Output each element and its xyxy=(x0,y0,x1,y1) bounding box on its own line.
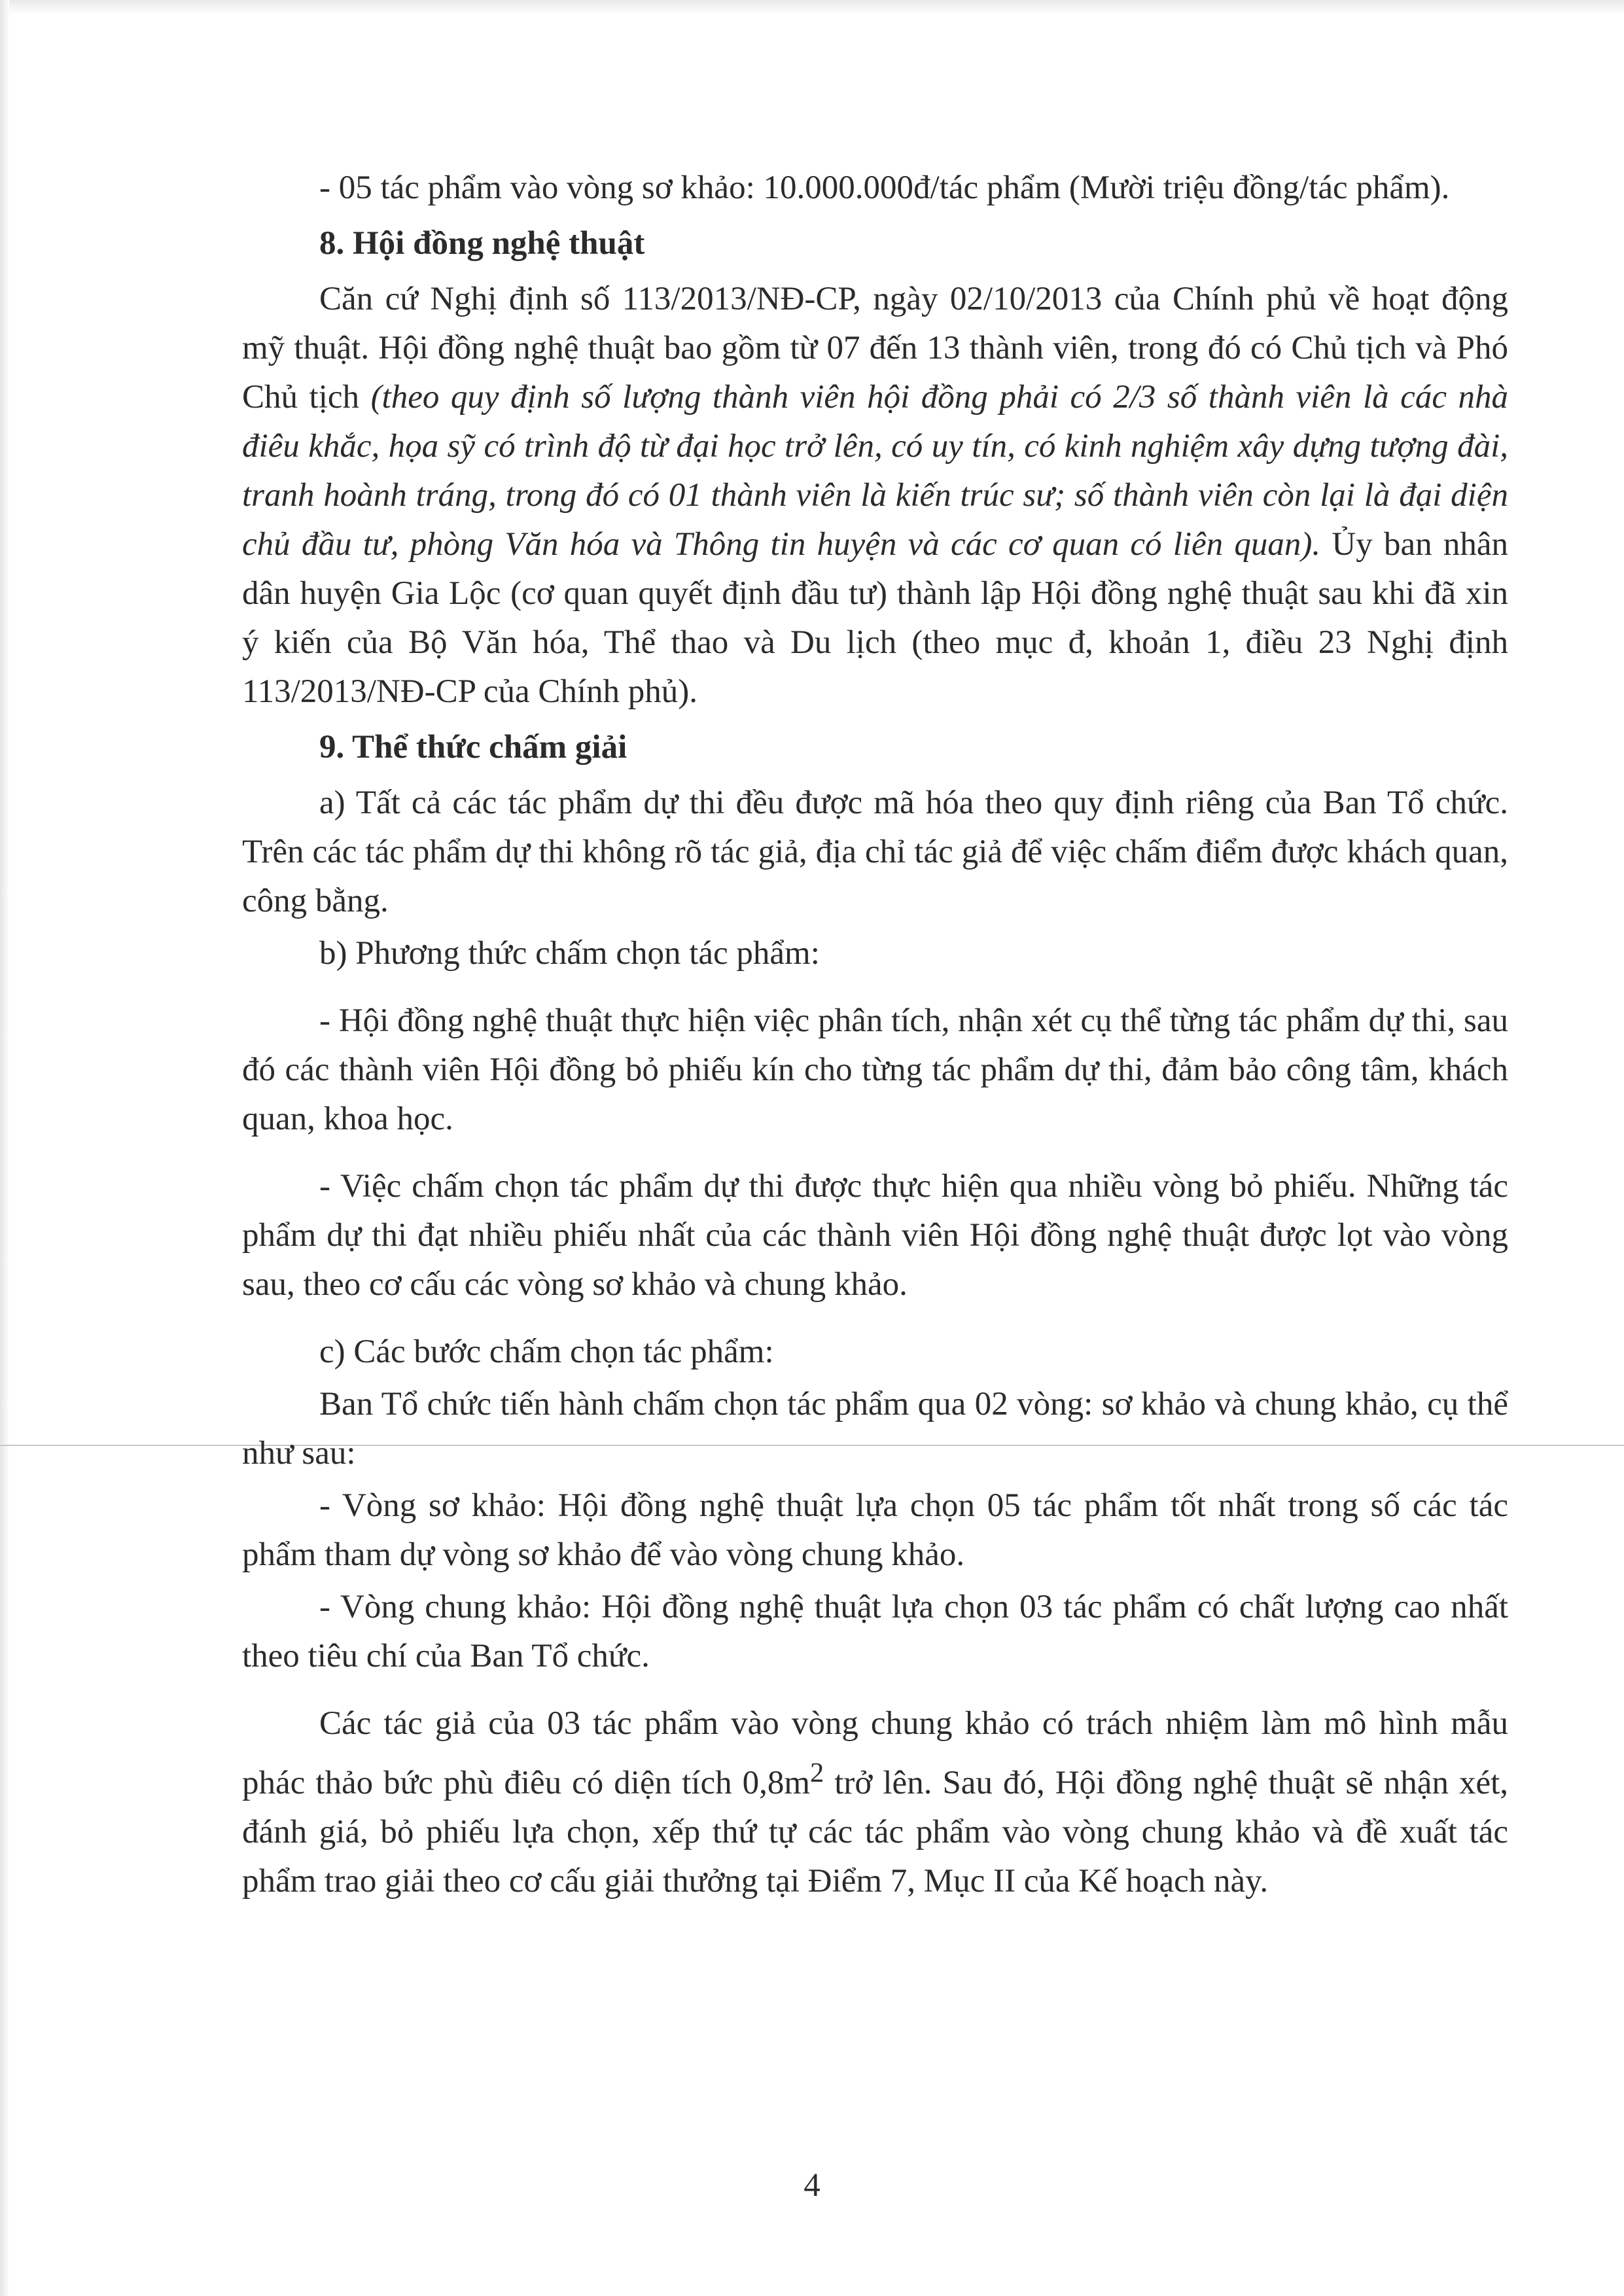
final-text-end: trở lên. Sau đó, Hội đồng nghệ thuật sẽ nhận xét, đánh giá, bỏ phiếu lựa chọn, xếp thứ tự các tác phẩm vào vòng chung khảo và đề xuất tác phẩm trao giải theo cơ cấu giải thưởng tại Điểm 7, Mục II của Kế hoạch này. xyxy=(242,1765,1508,1899)
final-superscript: 2 xyxy=(810,1757,824,1788)
final-text-start: Các tác giả của 03 tác phẩm vào vòng chung khảo có trách nhiệm làm mô hình mẫu phác thảo bức phù điêu có diện tích 0,8m xyxy=(242,1705,1508,1801)
section-9-item-c1: - Vòng sơ khảo: Hội đồng nghệ thuật lựa chọn 05 tác phẩm tốt nhất trong số các tác phẩm tham dự vòng sơ khảo để vào vòng chung khảo. xyxy=(242,1487,1508,1573)
section-9-item-a: a) Tất cả các tác phẩm dự thi đều được mã hóa theo quy định riêng của Ban Tổ chức. Trên các tác phẩm dự thi không rõ tác giả, địa chỉ tác giả để việc chấm điểm được khách quan, công bằng. xyxy=(242,785,1508,919)
section-9-item-b1: - Hội đồng nghệ thuật thực hiện việc phân tích, nhận xét cụ thể từng tác phẩm dự thi, sau đó các thành viên Hội đồng bỏ phiếu kín cho từng tác phẩm dự thi, đảm bảo công tâm, khách quan, khoa học. xyxy=(242,1002,1508,1137)
prize-line: - 05 tác phẩm vào vòng sơ khảo: 10.000.000đ/tác phẩm (Mười triệu đồng/tác phẩm). xyxy=(319,169,1450,206)
section-9-heading: 9. Thể thức chấm giải xyxy=(319,729,627,766)
section-9-final-paragraph xyxy=(242,1699,1508,1906)
section-8-italic-note: (theo quy định số lượng thành viên hội đồng phải có 2/3 số thành viên là các nhà điêu khắc, họa sỹ có trình độ từ đại học trở lên, có uy tín, có kinh nghiệm xây dựng tượng đài, tranh hoành tráng, trong đó có 01 thành viên là kiến trúc sư; số thành viên còn lại là đại diện chủ đầu tư, phòng Văn hóa và Thông tin huyện và các cơ quan có liên quan). xyxy=(242,379,1508,563)
section-8-text-end: Ủy ban nhân dân huyện Gia Lộc (cơ quan quyết định đầu tư) thành lập Hội đồng nghệ thuật sau khi đã xin ý kiến của Bộ Văn hóa, Thể thao và Du lịch (theo mục đ, khoản 1, điều 23 Nghị định 113/2013/NĐ-CP của Chính phủ). xyxy=(242,526,1508,710)
section-8-paragraph xyxy=(242,275,1508,716)
page-number: 4 xyxy=(803,2167,821,2204)
section-9-item-c0: Ban Tổ chức tiến hành chấm chọn tác phẩm qua 02 vòng: sơ khảo và chung khảo, cụ thể như sau: xyxy=(242,1386,1508,1472)
scan-top-edge xyxy=(0,0,1624,14)
scan-left-edge xyxy=(0,0,9,2296)
section-9-item-c: c) Các bước chấm chọn tác phẩm: xyxy=(319,1333,774,1370)
section-8-text-start: Căn cứ Nghị định số 113/2013/NĐ-CP, ngày 02/10/2013 của Chính phủ về hoạt động mỹ thuật. Hội đồng nghệ thuật bao gồm từ 07 đến 13 thành viên, trong đó có Chủ tịch và Phó Chủ tịch xyxy=(242,281,1508,415)
section-9-item-c2: - Vòng chung khảo: Hội đồng nghệ thuật lựa chọn 03 tác phẩm có chất lượng cao nhất theo tiêu chí của Ban Tổ chức. xyxy=(242,1589,1508,1674)
document-body xyxy=(242,164,1508,1909)
section-9-item-b: b) Phương thức chấm chọn tác phẩm: xyxy=(319,935,820,972)
section-9-item-b2: - Việc chấm chọn tác phẩm dự thi được thực hiện qua nhiều vòng bỏ phiếu. Những tác phẩm dự thi đạt nhiều phiếu nhất của các thành viên Hội đồng nghệ thuật được lọt vào vòng sau, theo cơ cấu các vòng sơ khảo và chung khảo. xyxy=(242,1168,1508,1303)
section-8-heading: 8. Hội đồng nghệ thuật xyxy=(319,225,645,262)
